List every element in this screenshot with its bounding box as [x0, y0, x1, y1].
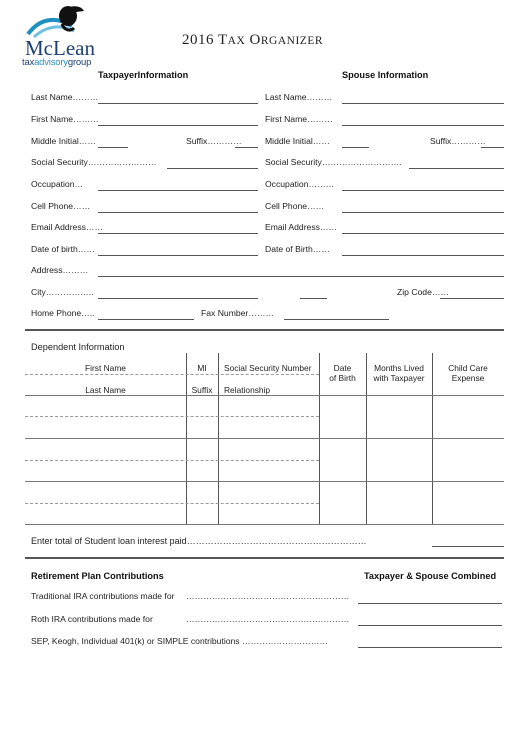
spouse-occupation-field[interactable]: [342, 190, 504, 191]
dep-row-split[interactable]: [25, 460, 319, 461]
spouse-dob-field[interactable]: [342, 255, 504, 256]
taxpayer-occupation-label: Occupation…: [31, 179, 84, 189]
sep-dots: …………………………: [242, 636, 328, 646]
taxpayer-middle-initial-label: Middle Initial……: [31, 136, 96, 146]
spouse-middle-initial-label: Middle Initial……: [265, 136, 330, 146]
taxpayer-last-name-label: Last Name………: [31, 92, 99, 102]
taxpayer-suffix-label: Suffix…………: [186, 136, 242, 146]
dep-col-divider: [186, 353, 187, 525]
retirement-heading: Retirement Plan Contributions: [31, 571, 164, 581]
sep-label: SEP, Keogh, Individual 401(k) or SIMPLE contributions: [31, 636, 240, 646]
dep-header-mi: MI: [197, 363, 207, 373]
sep-field[interactable]: [358, 647, 502, 648]
dep-row-line: [25, 524, 504, 525]
fax-field[interactable]: [284, 319, 389, 320]
spouse-occupation-label: Occupation………: [265, 179, 335, 189]
spouse-last-name-label: Last Name………: [265, 92, 333, 102]
dep-header-split: [25, 374, 319, 375]
fax-label: Fax Number………: [201, 308, 275, 318]
taxpayer-first-name-field[interactable]: [98, 125, 258, 126]
traditional-ira-dots: …………………………………………………: [186, 591, 350, 601]
section-divider: [25, 329, 504, 331]
home-phone-label: Home Phone…..: [31, 308, 95, 318]
taxpayer-last-name-field[interactable]: [98, 103, 258, 104]
traditional-ira-field[interactable]: [358, 603, 502, 604]
dep-header-suffix: Suffix: [191, 385, 213, 395]
dep-header-first-name: First Name: [85, 363, 126, 373]
dependents-heading: Dependent Information: [31, 342, 125, 352]
student-loan-field[interactable]: [432, 546, 504, 547]
spouse-suffix-label: Suffix…………: [430, 136, 486, 146]
taxpayer-cell-phone-label: Cell Phone……: [31, 201, 91, 211]
address-label: Address………: [31, 265, 89, 275]
taxpayer-email-field[interactable]: [98, 233, 258, 234]
dep-header-relationship: Relationship: [224, 385, 271, 395]
dep-row-line: [25, 481, 504, 482]
spouse-last-name-field[interactable]: [342, 103, 504, 104]
dep-header-dob: Date of Birth: [329, 363, 356, 383]
spouse-cell-phone-label: Cell Phone……: [265, 201, 325, 211]
spouse-ssn-label: Social Security……………………….: [265, 157, 402, 167]
dep-row-line: [25, 438, 504, 439]
taxpayer-first-name-label: First Name………: [31, 114, 99, 124]
roth-ira-dots: …………………………………………………: [186, 614, 350, 624]
taxpayer-email-label: Email Address……: [31, 222, 104, 232]
spouse-ssn-field[interactable]: [409, 168, 504, 169]
spouse-dob-label: Date of Birth……: [265, 244, 330, 254]
spouse-first-name-label: First Name………: [265, 114, 333, 124]
dep-header-childcare: Child Care Expense: [448, 363, 488, 383]
section-divider: [25, 557, 504, 559]
dep-row-split[interactable]: [25, 503, 319, 504]
city-label: City……………..: [31, 287, 94, 297]
dep-col-divider: [218, 353, 219, 525]
home-phone-field[interactable]: [98, 319, 194, 320]
traditional-ira-label: Traditional IRA contributions made for: [31, 591, 175, 601]
spouse-first-name-field[interactable]: [342, 125, 504, 126]
dep-row-split[interactable]: [25, 416, 319, 417]
address-field[interactable]: [98, 276, 504, 277]
taxpayer-heading: TaxpayerInformation: [98, 70, 189, 80]
logo-subtitle: taxadvisorygroup: [22, 57, 92, 68]
taxpayer-dob-field[interactable]: [98, 255, 258, 256]
spouse-email-field[interactable]: [342, 233, 504, 234]
student-loan-label: Enter total of Student loan interest paid……………………………………………………: [31, 536, 367, 546]
dep-header-last-name: Last Name: [85, 385, 126, 395]
zip-field[interactable]: [440, 298, 504, 299]
city-field[interactable]: [98, 298, 258, 299]
roth-ira-label: Roth IRA contributions made for: [31, 614, 153, 624]
taxpayer-middle-initial-field[interactable]: [98, 147, 128, 148]
taxpayer-dob-label: Date of birth……: [31, 244, 95, 254]
dep-header-months: Months Lived with Taxpayer: [373, 363, 425, 383]
zip-label: Zip Code……: [397, 287, 450, 297]
dep-header-ssn: Social Security Number: [224, 363, 312, 373]
page-title: 2016 TAX ORGANIZER: [182, 32, 324, 48]
dep-row-line: [25, 395, 504, 396]
spouse-suffix-field[interactable]: [481, 147, 504, 148]
taxpayer-cell-phone-field[interactable]: [98, 212, 258, 213]
state-field[interactable]: [300, 298, 327, 299]
spouse-cell-phone-field[interactable]: [342, 212, 504, 213]
logo-name: McLean: [25, 36, 95, 60]
taxpayer-ssn-label: Social Security……………………: [31, 157, 157, 167]
spouse-email-label: Email Address……: [265, 222, 338, 232]
taxpayer-occupation-field[interactable]: [98, 190, 258, 191]
spouse-middle-initial-field[interactable]: [342, 147, 369, 148]
taxpayer-ssn-field[interactable]: [167, 168, 258, 169]
roth-ira-field[interactable]: [358, 625, 502, 626]
combined-heading: Taxpayer & Spouse Combined: [364, 571, 497, 581]
spouse-heading: Spouse Information: [342, 70, 429, 80]
taxpayer-suffix-field[interactable]: [235, 147, 258, 148]
